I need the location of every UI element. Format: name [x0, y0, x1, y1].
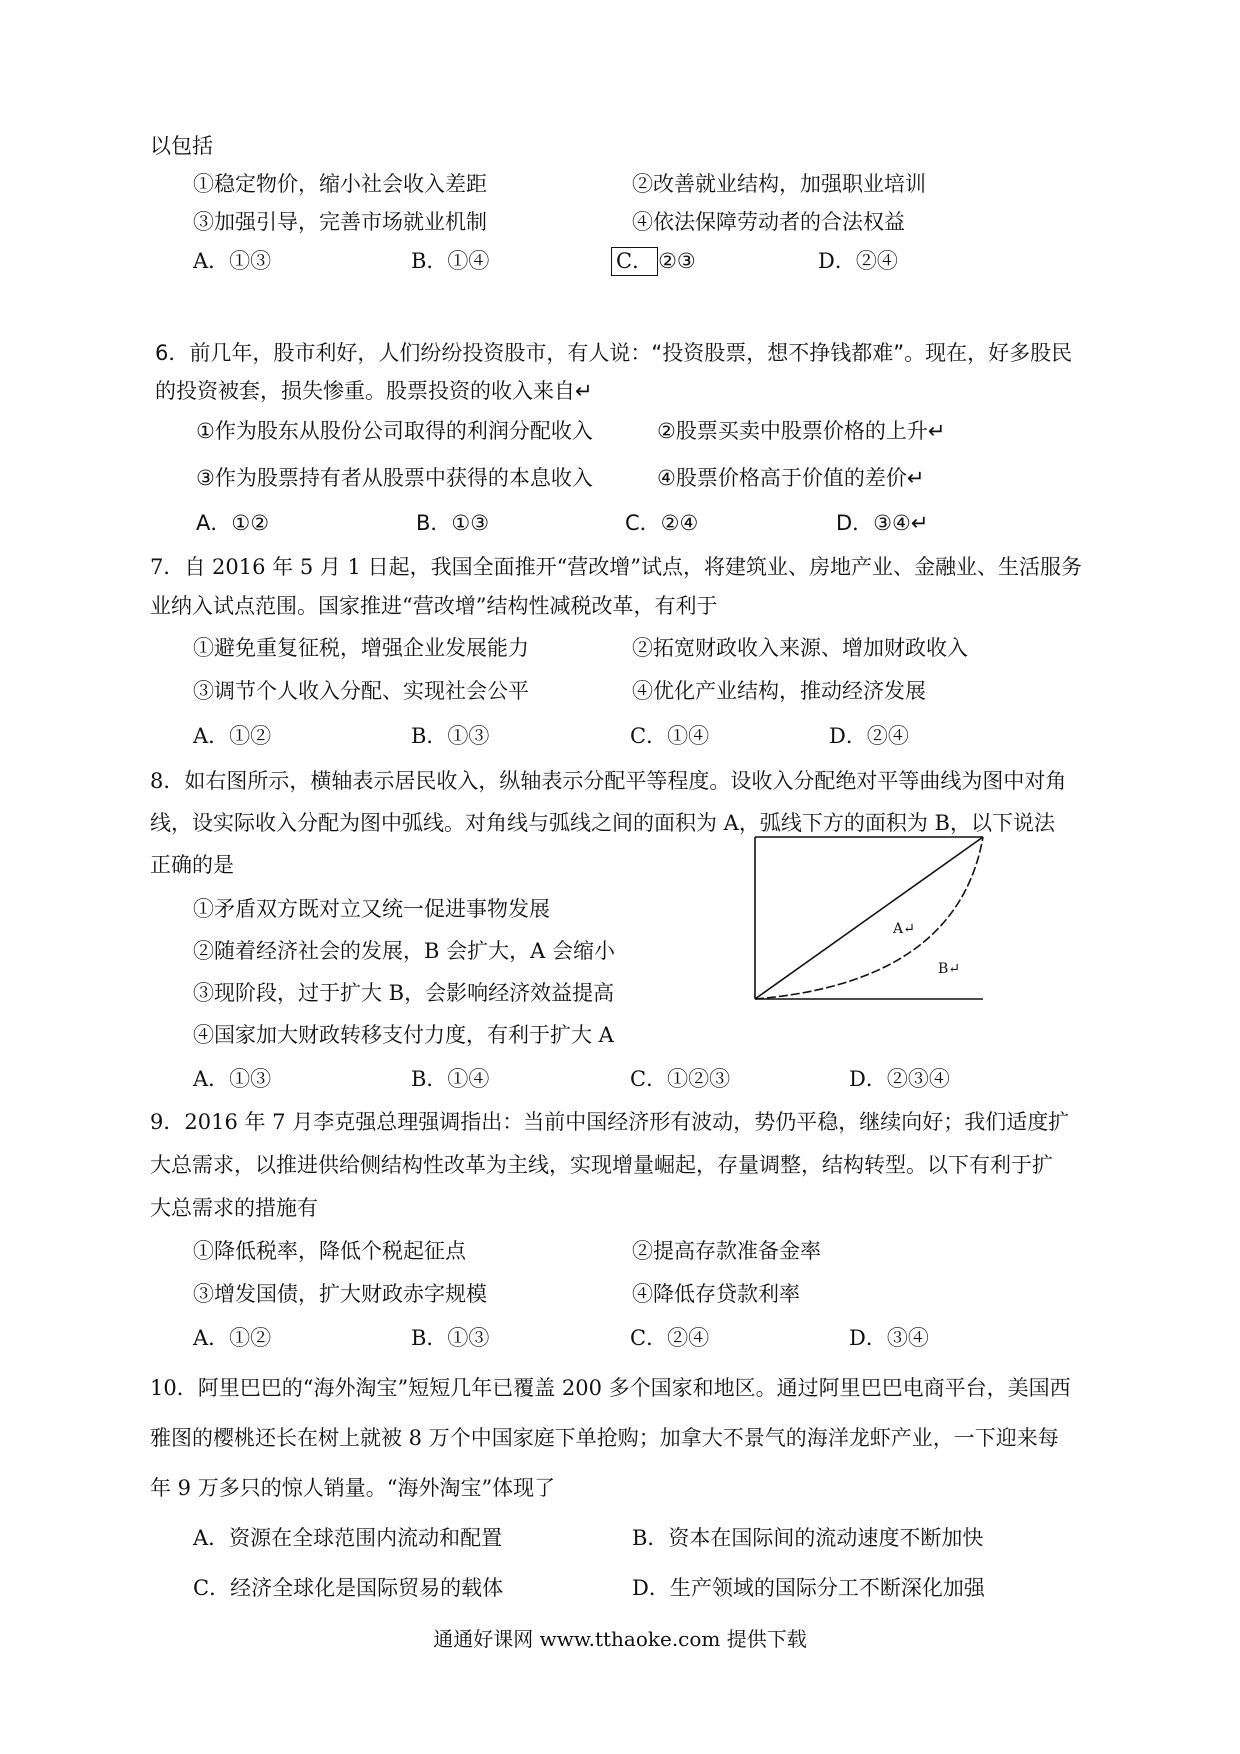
- q7-stem-line-1: 7．自 2016 年 5 月 1 日起，我国全面推开“营改增”试点，将建筑业、房地产业、金融业、生活服务: [150, 555, 1083, 579]
- q5-choice-a: A．①③: [193, 249, 272, 273]
- q6-stem-line-1: 6．前几年，股市利好，人们纷纷投资股市，有人说：“投资股票，想不挣钱都难”。现在，好多股民: [155, 341, 1073, 365]
- q10-choice-d: D．生产领域的国际分工不断深化加强: [632, 1576, 985, 1600]
- q6-choice-b: B．①③: [416, 511, 490, 535]
- q9-option-4: ④降低存贷款利率: [632, 1282, 800, 1306]
- q10-choice-c: C．经济全球化是国际贸易的载体: [193, 1576, 504, 1600]
- q8-choice-c: C．①②③: [630, 1067, 731, 1091]
- area-b-label: B↵: [938, 961, 961, 977]
- q7-option-2: ②拓宽财政收入来源、增加财政收入: [632, 636, 968, 660]
- q6-choice-c: C．②④: [625, 511, 699, 535]
- q5-choice-b: B．①④: [411, 249, 490, 273]
- q7-option-4: ④优化产业结构，推动经济发展: [632, 679, 926, 703]
- q10-stem-line-2: 雅图的樱桃还长在树上就被 8 万个中国家庭下单抢购；加拿大不景气的海洋龙虾产业，一下迎来每: [150, 1426, 1059, 1450]
- q8-option-3: ③现阶段，过于扩大 B，会影响经济效益提高: [193, 981, 615, 1005]
- q8-option-1: ①矛盾双方既对立又统一促进事物发展: [193, 897, 550, 921]
- q8-stem-line-2: 线，设实际收入分配为图中弧线。对角线与弧线之间的面积为 A，弧线下方的面积为 B，以下说法: [150, 811, 1055, 835]
- q9-option-2: ②提高存款准备金率: [632, 1239, 821, 1263]
- q9-stem-line-1: 9．2016 年 7 月李克强总理强调指出：当前中国经济形有波动，势仍平稳，继续向好；我们适度扩: [150, 1110, 1070, 1134]
- q9-stem-line-3: 大总需求的措施有: [150, 1196, 318, 1220]
- q8-option-4: ④国家加大财政转移支付力度，有利于扩大 A: [193, 1023, 614, 1047]
- q7-choice-a: A．①②: [193, 724, 272, 748]
- q7-stem-line-2: 业纳入试点范围。国家推进“营改增”结构性减税改革，有利于: [150, 594, 718, 618]
- page-footer: 通通好课网 www.tthaoke.com 提供下载: [433, 1627, 807, 1651]
- q6-option-2: ②股票买卖中股票价格的上升↵: [657, 419, 946, 443]
- q9-choice-b: B．①③: [411, 1326, 490, 1350]
- q9-choice-a: A．①②: [193, 1326, 272, 1350]
- q6-option-3: ③作为股票持有者从股票中获得的本息收入: [196, 466, 593, 490]
- q5-option-1: ①稳定物价，缩小社会收入差距: [193, 172, 487, 196]
- q9-choice-d: D．③④: [849, 1326, 929, 1350]
- q8-choice-d: D．②③④: [849, 1067, 950, 1091]
- q9-option-1: ①降低税率，降低个税起征点: [193, 1239, 466, 1263]
- q10-choice-a: A．资源在全球范围内流动和配置: [193, 1526, 503, 1550]
- q7-option-3: ③调节个人收入分配、实现社会公平: [193, 679, 529, 703]
- q7-option-1: ①避免重复征税，增强企业发展能力: [193, 636, 529, 660]
- q6-stem-line-2: 的投资被套，损失惨重。股票投资的收入来自↵: [155, 379, 593, 403]
- q9-stem-line-2: 大总需求，以推进供给侧结构性改革为主线，实现增量崛起，存量调整，结构转型。以下有利于扩: [150, 1153, 1053, 1177]
- q7-choice-c: C．①④: [630, 724, 710, 748]
- q5-stem-tail: 以包括: [150, 134, 213, 158]
- q8-stem-line-1: 8．如右图所示，横轴表示居民收入，纵轴表示分配平等程度。设收入分配绝对平等曲线为图中对角: [150, 769, 1067, 793]
- q8-stem-line-3: 正确的是: [150, 853, 234, 877]
- q5-option-3: ③加强引导，完善市场就业机制: [193, 210, 487, 234]
- q7-choice-d: D．②④: [829, 724, 909, 748]
- q10-stem-line-3: 年 9 万多只的惊人销量。“海外淘宝”体现了: [150, 1476, 556, 1500]
- q5-choice-d: D．②④: [818, 249, 898, 273]
- q5-option-2: ②改善就业结构，加强职业培训: [632, 172, 926, 196]
- q10-choice-b: B．资本在国际间的流动速度不断加快: [632, 1526, 984, 1550]
- area-a-label: A↵: [893, 921, 915, 937]
- q5-choice-c-body: ②③: [658, 249, 696, 273]
- q5-option-4: ④依法保障劳动者的合法权益: [632, 210, 905, 234]
- q9-option-3: ③增发国债，扩大财政赤字规模: [193, 1282, 487, 1306]
- q5-answer-box: C．: [611, 247, 658, 276]
- q8-choice-a: A．①③: [193, 1067, 272, 1091]
- q6-choice-a: A．①②: [196, 511, 270, 535]
- q6-option-4: ④股票价格高于价值的差价↵: [657, 466, 925, 490]
- q9-choice-c: C．②④: [630, 1326, 710, 1350]
- q7-choice-b: B．①③: [411, 724, 490, 748]
- q6-option-1: ①作为股东从股份公司取得的利润分配收入: [196, 419, 593, 443]
- q10-stem-line-1: 10．阿里巴巴的“海外淘宝”短短几年已覆盖 200 多个国家和地区。通过阿里巴巴电商平台，美国西: [150, 1376, 1071, 1400]
- q8-option-2: ②随着经济社会的发展，B 会扩大，A 会缩小: [193, 939, 615, 963]
- q8-choice-b: B．①④: [411, 1067, 490, 1091]
- q6-choice-d: D．③④↵: [836, 511, 929, 535]
